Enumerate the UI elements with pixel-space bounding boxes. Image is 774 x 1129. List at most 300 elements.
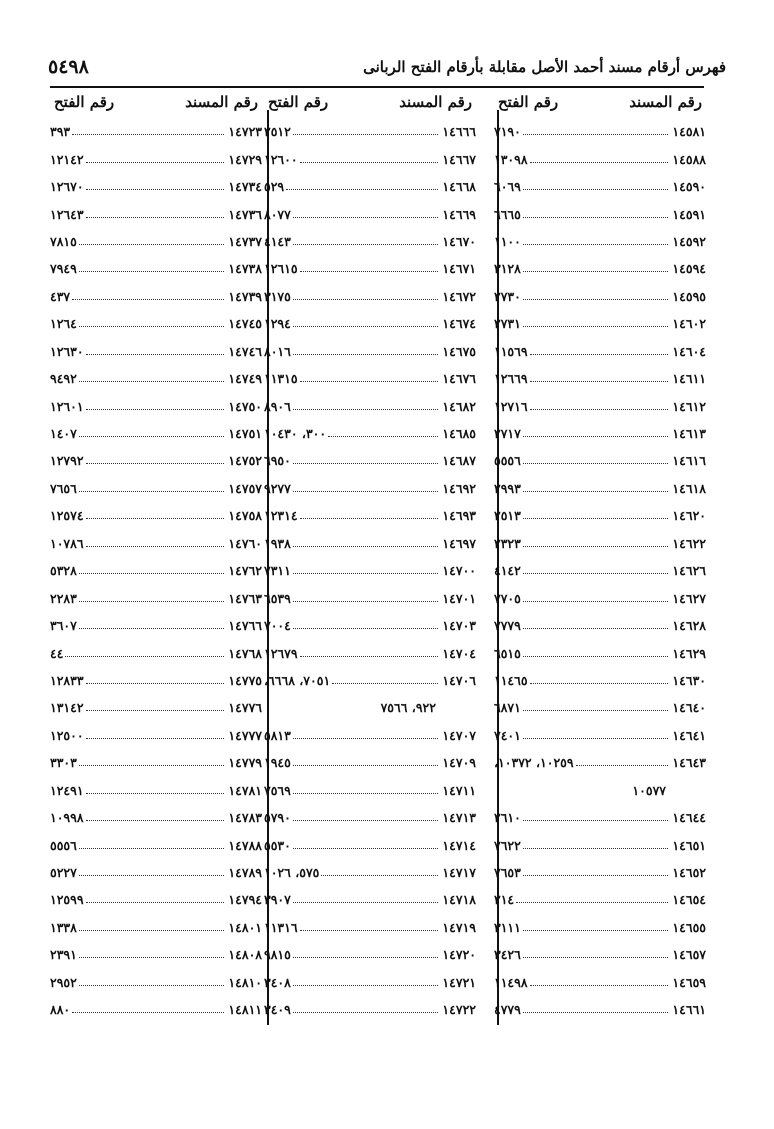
index-column-right <box>494 88 706 1023</box>
musnad-number: ١٤٥٩٤ <box>672 261 706 277</box>
fath-number: ١٢٦١٥ <box>264 261 298 277</box>
fath-number: ١١٤٦٥ <box>494 672 528 688</box>
fath-number: ١٠٥٧٧ <box>632 782 666 798</box>
fath-number: ٧٠٥١، ٦٦٦٨، <box>264 672 331 688</box>
fath-number: ٨٠١٦ <box>264 343 291 359</box>
fath-number: ١٢٦٦٩ <box>494 371 528 387</box>
index-row <box>264 557 476 584</box>
fath-number: ١١٣١٥ <box>264 371 298 387</box>
dot-leader <box>293 573 439 574</box>
index-row <box>494 914 706 941</box>
musnad-number: ١٤٦٢٢ <box>672 535 706 551</box>
index-row <box>50 118 262 145</box>
dot-leader <box>293 820 439 821</box>
musnad-number: ١٤٦٧١ <box>442 261 476 277</box>
index-row <box>50 447 262 474</box>
index-row <box>264 173 476 200</box>
fath-number: ١٢٦٧٠ <box>50 179 84 195</box>
fath-number: ١٩٣٨ <box>264 535 291 551</box>
index-row <box>494 447 706 474</box>
musnad-number: ١٤٦١٢ <box>672 398 706 414</box>
fath-number-heading: رقم الفتح <box>498 93 559 111</box>
dot-leader <box>300 930 439 931</box>
musnad-number: ١٤٧٢٩ <box>228 151 262 167</box>
musnad-number: ١٤٧٣٦ <box>228 206 262 222</box>
fath-number: ٣٩٠٧ <box>264 892 291 908</box>
index-row <box>50 831 262 858</box>
dot-leader <box>79 491 225 492</box>
index-row <box>494 530 706 557</box>
musnad-number: ١٤٧٧٦ <box>228 700 262 716</box>
musnad-number: ١٤٧٠٩ <box>442 755 476 771</box>
column-header <box>264 88 476 118</box>
fath-number: ١٢٥٧٤ <box>50 508 84 524</box>
dot-leader <box>523 1012 669 1013</box>
dot-leader <box>79 765 225 766</box>
musnad-number: ١٤٦٥١ <box>672 837 706 853</box>
index-row <box>264 420 476 447</box>
fath-number: ٥٨١٣ <box>264 727 291 743</box>
musnad-number: ١٤٧٣٤ <box>228 179 262 195</box>
dot-leader <box>321 875 438 876</box>
dot-leader <box>86 518 225 519</box>
index-row <box>50 475 262 502</box>
column-header <box>50 88 262 118</box>
musnad-number: ١٤٦٨٧ <box>442 453 476 469</box>
dot-leader <box>523 491 669 492</box>
index-row <box>494 118 706 145</box>
index-row <box>494 969 706 996</box>
fath-number: ١٠٢٥٩، ١٠٣٧٢، <box>494 755 574 771</box>
index-row <box>264 338 476 365</box>
index-row <box>494 392 706 419</box>
dot-leader <box>530 985 669 986</box>
musnad-number: ١٤٧١٣ <box>442 810 476 826</box>
fath-number: ٨٨٠ <box>50 1002 71 1018</box>
index-row <box>494 200 706 227</box>
fath-number: ١٢٧٩٢ <box>50 453 84 469</box>
dot-leader <box>523 875 669 876</box>
musnad-number: ١٤٦٤٤ <box>672 810 706 826</box>
index-row <box>264 831 476 858</box>
musnad-number: ١٤٧٠٦ <box>442 672 476 688</box>
fath-number: ٧٨١٥ <box>50 233 77 249</box>
fath-number: ٩٤٩٢ <box>50 371 77 387</box>
musnad-number: ١٤٧٠٧ <box>442 727 476 743</box>
fath-number: ١٢٦٣٠ <box>50 343 84 359</box>
dot-leader <box>530 162 669 163</box>
index-row <box>494 584 706 611</box>
fath-number: ٧٦٢٢ <box>494 837 521 853</box>
dot-leader <box>79 271 225 272</box>
fath-number: ١٢٦٤٣ <box>50 206 84 222</box>
index-row <box>264 969 476 996</box>
dot-leader <box>523 436 669 437</box>
fath-number: ٩٢٧٧ <box>264 480 291 496</box>
dot-leader <box>523 189 669 190</box>
index-row <box>264 200 476 227</box>
musnad-number: ١٤٦٧٤ <box>442 316 476 332</box>
dot-leader <box>86 820 225 821</box>
dot-leader <box>286 189 438 190</box>
fath-number: ١٩٤٥ <box>264 755 291 771</box>
fath-number: ٦٠٦٩ <box>494 179 521 195</box>
dot-leader <box>300 271 439 272</box>
musnad-number: ١٤٧٨١ <box>228 782 262 798</box>
dot-leader <box>300 656 439 657</box>
index-row <box>264 859 476 886</box>
fath-number: ٩٨١٥ <box>264 947 291 963</box>
musnad-number: ١٤٧٦٦ <box>228 618 262 634</box>
dot-leader <box>293 902 439 903</box>
dot-leader <box>523 518 669 519</box>
index-row <box>50 749 262 776</box>
musnad-number: ١٤٧٨٨ <box>228 837 262 853</box>
page-number: ٥٤٩٨ <box>48 56 89 78</box>
dot-leader <box>523 656 669 657</box>
fath-number: ٤١٤٣ <box>264 233 291 249</box>
index-row <box>50 255 262 282</box>
fath-number: ١٢٤٩١ <box>50 782 84 798</box>
column-header <box>494 88 706 118</box>
fath-number: ١٢٣١٤ <box>264 508 298 524</box>
fath-number: ٤١٤٢ <box>494 563 521 579</box>
dot-leader <box>523 271 669 272</box>
index-row <box>50 914 262 941</box>
fath-number: ٤٣٧ <box>50 288 71 304</box>
dot-leader <box>523 820 669 821</box>
fath-number: ١٣١٤٢ <box>50 700 84 716</box>
index-row <box>264 914 476 941</box>
dot-leader <box>530 683 669 684</box>
fath-number: ٥٧٥، ١٠٢٦ <box>264 865 320 881</box>
index-row <box>50 145 262 172</box>
fath-number: ١٢٥٩٩ <box>50 892 84 908</box>
dot-leader <box>86 546 225 547</box>
index-row <box>264 639 476 666</box>
fath-number: ٢٢٨٣ <box>50 590 77 606</box>
dot-leader <box>328 436 438 437</box>
dot-leader <box>523 930 669 931</box>
fath-number: ٨٠٧٧ <box>264 206 291 222</box>
index-row <box>50 859 262 886</box>
dot-leader <box>293 491 439 492</box>
dot-leader <box>86 409 225 410</box>
fath-number: ٣٦٠٧ <box>50 618 77 634</box>
dot-leader <box>293 299 439 300</box>
fath-number: ١٢٨٣٣ <box>50 672 84 688</box>
dot-leader <box>523 710 669 711</box>
index-row <box>50 804 262 831</box>
fath-number: ٣٣٠٣ <box>50 755 77 771</box>
index-row <box>494 475 706 502</box>
fath-number: ١٠٩٩٨ <box>50 810 84 826</box>
fath-number: ٧٩٤٩ <box>50 261 77 277</box>
dot-leader <box>293 628 439 629</box>
fath-number: ٩٢٢، ٧٥٦٦ <box>380 700 436 716</box>
fath-number: ١٢٩٤ <box>264 316 291 332</box>
dot-leader <box>523 299 669 300</box>
fath-number: ٣١٢٨ <box>494 261 521 277</box>
dot-leader <box>72 134 224 135</box>
musnad-number: ١٤٦٥٩ <box>672 974 706 990</box>
dot-leader <box>523 628 669 629</box>
index-row <box>494 996 706 1023</box>
index-row <box>264 694 476 721</box>
musnad-number: ١٤٧٣٨ <box>228 261 262 277</box>
musnad-number: ١٤٧٦٨ <box>228 645 262 661</box>
index-row <box>264 392 476 419</box>
fath-number: ٧٣١١ <box>264 563 291 579</box>
dot-leader <box>79 573 225 574</box>
index-row <box>50 941 262 968</box>
musnad-number: ١٤٦١٨ <box>672 480 706 496</box>
musnad-number: ١٤٦٧٦ <box>442 371 476 387</box>
musnad-number: ١٤٨٠٨ <box>228 947 262 963</box>
index-row <box>50 310 262 337</box>
fath-number: ٢١٤ <box>494 892 515 908</box>
index-row <box>494 777 706 804</box>
index-row <box>494 694 706 721</box>
fath-number: ٧١٩٠ <box>494 124 521 140</box>
fath-number: ١٢٥٠٠ <box>50 727 84 743</box>
fath-number: ٢٣٩١ <box>50 947 77 963</box>
dot-leader <box>86 463 225 464</box>
musnad-number: ١٤٦٤٠ <box>672 700 706 716</box>
musnad-number-heading: رقم المسند <box>185 93 258 111</box>
index-row <box>50 969 262 996</box>
index-row <box>264 118 476 145</box>
dot-leader <box>72 1012 224 1013</box>
fath-number: ١٠٧٨٦ <box>50 535 84 551</box>
index-row <box>50 584 262 611</box>
index-row <box>494 502 706 529</box>
musnad-number: ١٤٧٤٩ <box>228 371 262 387</box>
index-row <box>264 612 476 639</box>
fath-number: ٣٠٠، ١٠٤٣٠ <box>264 426 327 442</box>
musnad-number: ١٤٦١٦ <box>672 453 706 469</box>
index-row <box>494 941 706 968</box>
index-row <box>494 338 706 365</box>
dot-leader <box>300 518 439 519</box>
musnad-number: ١٤٧٠٣ <box>442 618 476 634</box>
dot-leader <box>523 546 669 547</box>
dot-leader <box>79 601 225 602</box>
musnad-number: ١٤٦٦٧ <box>442 151 476 167</box>
musnad-number: ١٤٦٢٠ <box>672 508 706 524</box>
dot-leader <box>293 601 439 602</box>
fath-number: ٥٥٣٠ <box>264 837 291 853</box>
fath-number: ١١٤٩٨ <box>494 974 528 990</box>
index-row <box>494 283 706 310</box>
fath-number: ٥٢٩ <box>264 179 285 195</box>
musnad-number: ١٤٦٦٨ <box>442 179 476 195</box>
musnad-number: ١٤٧٦٣ <box>228 590 262 606</box>
index-row <box>264 749 476 776</box>
musnad-number: ١٤٦٢٩ <box>672 645 706 661</box>
fath-number: ١١٠٠ <box>494 233 521 249</box>
index-row <box>494 255 706 282</box>
dot-leader <box>79 930 225 931</box>
index-row <box>50 639 262 666</box>
fath-number: ٢٥١٢ <box>264 124 291 140</box>
index-row <box>494 804 706 831</box>
dot-leader <box>86 793 225 794</box>
index-row <box>50 612 262 639</box>
dot-leader <box>523 244 669 245</box>
index-row <box>50 667 262 694</box>
musnad-number: ١٤٧٩٤ <box>228 892 262 908</box>
index-row <box>50 996 262 1023</box>
fath-number: ٦٩٥٠ <box>264 453 291 469</box>
index-row <box>264 447 476 474</box>
musnad-number: ١٤٦٠٤ <box>672 343 706 359</box>
index-row <box>264 804 476 831</box>
fath-number: ٦٥١٥ <box>494 645 521 661</box>
index-row <box>264 996 476 1023</box>
dot-leader <box>79 875 225 876</box>
fath-number: ١٢٦٧٩ <box>264 645 298 661</box>
running-title: فهرس أرقام مسند أحمد الأصل مقابلة بأرقام الفتح الربانى <box>363 58 726 76</box>
musnad-number: ١٤٧٧٩ <box>228 755 262 771</box>
index-row <box>494 831 706 858</box>
musnad-number: ١٤٧٦٠ <box>228 535 262 551</box>
dot-leader <box>530 409 669 410</box>
fath-number: ٢٧٣١ <box>494 316 521 332</box>
dot-leader <box>523 134 669 135</box>
musnad-number: ١٤٦٧٢ <box>442 288 476 304</box>
fath-number: ٣١١١ <box>494 919 521 935</box>
musnad-number: ١٤٧٠٤ <box>442 645 476 661</box>
index-row <box>264 886 476 913</box>
index-row <box>264 667 476 694</box>
musnad-number: ١٤٦٦٦ <box>442 124 476 140</box>
fath-number-heading: رقم الفتح <box>268 93 329 111</box>
fath-number: ٧٠٠٤ <box>264 618 291 634</box>
index-row <box>50 283 262 310</box>
index-row <box>494 228 706 255</box>
musnad-number: ١٤٧٤٥ <box>228 316 262 332</box>
fath-number: ٧٥٦٩ <box>264 782 291 798</box>
dot-leader <box>530 381 669 382</box>
fath-number: ١١٥٦٩ <box>494 343 528 359</box>
index-row <box>494 145 706 172</box>
index-row <box>264 228 476 255</box>
index-row <box>264 475 476 502</box>
dot-leader <box>86 710 225 711</box>
dot-leader <box>523 738 669 739</box>
dot-leader <box>516 902 668 903</box>
index-row <box>494 420 706 447</box>
dot-leader <box>79 628 225 629</box>
musnad-number: ١٤٧١٨ <box>442 892 476 908</box>
fath-number: ١٢٦٠٠ <box>264 151 298 167</box>
index-row <box>50 694 262 721</box>
musnad-number: ١٤٧٧٧ <box>228 727 262 743</box>
musnad-number: ١٤٧١٤ <box>442 837 476 853</box>
fath-number: ١٣٠٩٨ <box>494 151 528 167</box>
musnad-number: ١٤٦٦٩ <box>442 206 476 222</box>
index-row <box>264 722 476 749</box>
index-row <box>494 365 706 392</box>
dot-leader <box>79 244 225 245</box>
index-row <box>264 145 476 172</box>
index-row <box>264 255 476 282</box>
dot-leader <box>530 354 669 355</box>
musnad-number: ١٤٧٢٢ <box>442 1002 476 1018</box>
fath-number: ٤٤ <box>50 645 64 661</box>
musnad-number: ١٤٦٤١ <box>672 727 706 743</box>
musnad-number: ١٤٥٩٥ <box>672 288 706 304</box>
musnad-number: ١٤٧٨٩ <box>228 865 262 881</box>
musnad-number: ١٤٧٦٢ <box>228 563 262 579</box>
musnad-number: ١٤٦٩٣ <box>442 508 476 524</box>
dot-leader <box>293 354 439 355</box>
dot-leader <box>293 217 439 218</box>
fath-number: ٥٣٢٨ <box>50 563 77 579</box>
index-row <box>264 502 476 529</box>
fath-number: ١٢٦٠١ <box>50 398 84 414</box>
index-row <box>50 365 262 392</box>
dot-leader <box>293 985 439 986</box>
dot-leader <box>79 957 225 958</box>
dot-leader <box>293 409 439 410</box>
fath-number: ١٢٧١٦ <box>494 398 528 414</box>
dot-leader <box>293 134 439 135</box>
musnad-number: ١٤٥٨٨ <box>672 151 706 167</box>
index-row <box>50 557 262 584</box>
index-row <box>264 365 476 392</box>
musnad-number: ١٤٦٥٧ <box>672 947 706 963</box>
index-row <box>494 749 706 776</box>
musnad-number: ١٤٧١٩ <box>442 919 476 935</box>
index-row <box>50 420 262 447</box>
musnad-number-heading: رقم المسند <box>629 93 702 111</box>
musnad-number: ١٤٧٣٧ <box>228 233 262 249</box>
musnad-number: ١٤٦٦١ <box>672 1002 706 1018</box>
fath-number: ١١٣١٦ <box>264 919 298 935</box>
fath-number: ٦٨٧١ <box>494 700 521 716</box>
musnad-number: ١٤٦٥٤ <box>672 892 706 908</box>
index-row <box>50 173 262 200</box>
dot-leader <box>86 162 225 163</box>
index-row <box>494 722 706 749</box>
index-row <box>50 777 262 804</box>
dot-leader <box>293 848 439 849</box>
index-row <box>264 283 476 310</box>
index-row <box>50 228 262 255</box>
dot-leader <box>300 162 439 163</box>
fath-number: ٣٤٠٨ <box>264 974 291 990</box>
musnad-number: ١٤٦٣٠ <box>672 672 706 688</box>
musnad-number: ١٤٦٧٥ <box>442 343 476 359</box>
musnad-number: ١٤٥٨١ <box>672 124 706 140</box>
musnad-number: ١٤٧٤٦ <box>228 343 262 359</box>
index-row <box>494 859 706 886</box>
dot-leader <box>79 436 225 437</box>
fath-number: ٧٤٠١ <box>494 727 521 743</box>
fath-number: ٦٥٣٩ <box>264 590 291 606</box>
musnad-number: ١٤٨١٠ <box>228 974 262 990</box>
dot-leader <box>79 381 225 382</box>
musnad-number: ١٤٦٠٢ <box>672 316 706 332</box>
index-row <box>494 173 706 200</box>
fath-number: ٥٧٩٠ <box>264 810 291 826</box>
musnad-number: ١٤٧٠١ <box>442 590 476 606</box>
musnad-number: ١٤٧١١ <box>442 782 476 798</box>
musnad-number: ١٤٦٢٧ <box>672 590 706 606</box>
musnad-number: ١٤٧٥١ <box>228 426 262 442</box>
